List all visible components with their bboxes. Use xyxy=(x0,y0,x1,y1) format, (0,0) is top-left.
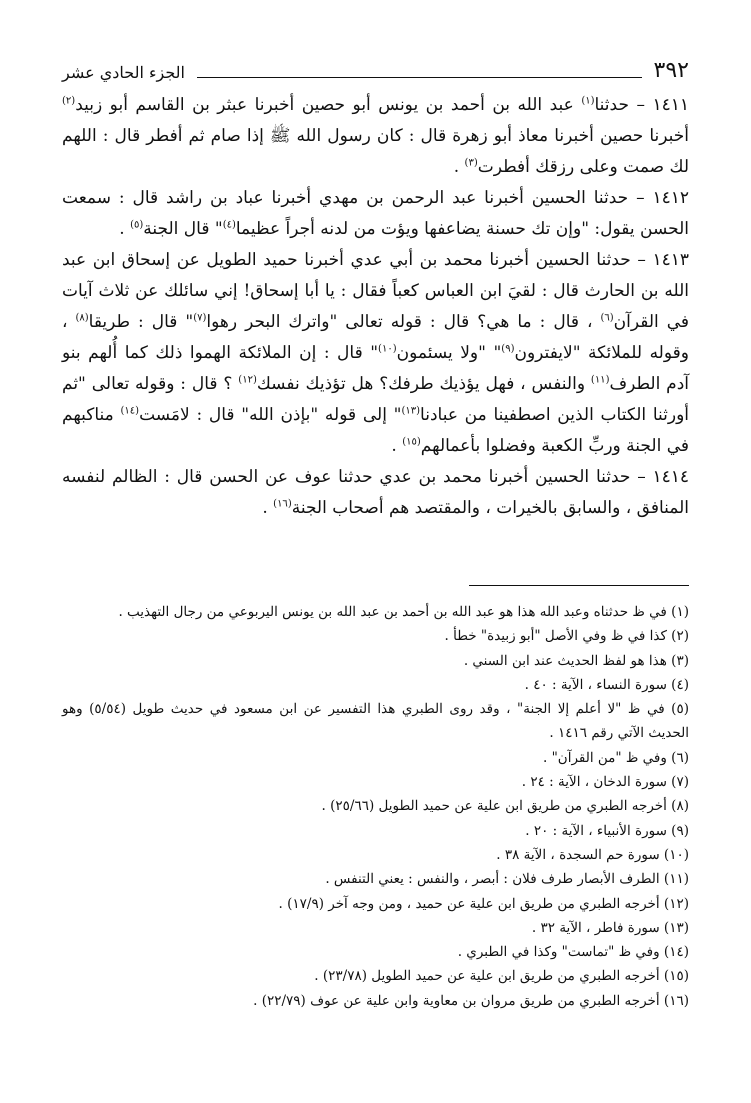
footnote-ref: (١٠) xyxy=(378,343,397,355)
footnote-ref: (٨) xyxy=(75,312,89,324)
footnote-11: (١١) الطرف الأبصار طرف فلان : أبصر ، والنفس : يعني التنفس . xyxy=(325,871,689,888)
footnote-ref: (٢) xyxy=(62,95,76,107)
footnote-4: (٤) سورة النساء ، الآية : ٤٠ . xyxy=(524,676,689,693)
footnote-5: (٥) في ظ "لا أعلم إلا الجنة" ، وقد روى الطبري هذا التفسير عن ابن مسعود في حديث طويل (٥/٥٤) وهو الحديث الآتي رقم ١٤١٦ . xyxy=(62,701,689,742)
footnote-ref: (١٢) xyxy=(238,374,257,386)
footnote-10: (١٠) سورة حم السجدة ، الآية ٣٨ . xyxy=(496,846,689,863)
hadith-number: ١٤١١ xyxy=(652,95,689,115)
running-title: الجزء الحادي عشر xyxy=(62,63,185,82)
hadith-number: ١٤١٤ xyxy=(652,467,689,487)
footnote-14: (١٤) وفي ظ "تماست" وكذا في الطبري . xyxy=(457,944,689,961)
footnote-divider xyxy=(469,585,689,586)
hadith-number: ١٤١٣ xyxy=(652,250,689,270)
footnote-13: (١٣) سورة فاطر ، الآية ٣٢ . xyxy=(531,919,689,936)
hadith-number: ١٤١٢ xyxy=(652,188,689,208)
footnote-ref: (٣) xyxy=(464,157,478,169)
main-text xyxy=(62,90,689,524)
footnote-1: (١) في ظ حدثناه وعبد الله هذا هو عبد الله بن أحمد بن عبد الله بن يونس اليربوعي من رجال التهذيب . xyxy=(118,604,689,620)
footnote-12: (١٢) أخرجه الطبري من طريق ابن علية عن حميد ، ومن وجه آخر (١٧/٩) . xyxy=(278,895,689,912)
footnote-6: (٦) وفي ظ "من القرآن" . xyxy=(542,749,689,766)
footnote-16: (١٦) أخرجه الطبري من طريق مروان بن معاوية وابن علية عن عوف (٢٢/٧٩) . xyxy=(253,992,689,1009)
page-number: ٣٩٢ xyxy=(653,58,689,83)
footnotes xyxy=(62,600,689,1013)
footnote-15: (١٥) أخرجه الطبري من طريق ابن علية عن حميد الطويل (٢٣/٧٨) . xyxy=(314,968,689,985)
footnote-2: (٢) كذا في ظ وفي الأصل "أبو زبيدة" خطأ . xyxy=(444,628,689,645)
hadith-1413: ١٤١٣ – حدثنا الحسين أخبرنا محمد بن أبي عدي أخبرنا حميد الطويل عن إسحاق ابن عبد الله بن الحارث قال : لقيَ ابن العباس كعباً فقال : يا أبا إسحاق! إني سائلك عن ثلاث آيات في القرآن$^{(٦)}$ ، قال : ما هي؟ قال : قوله تعالى "واترك البحر رهوا$^{(٧)}$" قال : طريقا$^{(٨)}$ ، وقوله للملائكة "لايفترون$^{(٩)}$" "ولا يسئمون$^{(١٠)}$" قال : إن الملائكة الهموا ذلك كما أُلهم بنو آدم الطرف$^{(١١)}$ والنفس ، فهل يؤذيك طرفك؟ هل تؤذيك نفسك$^{(١٢)}$ ؟ قال : وقوله تعالى "ثم أورثنا الكتاب الذين اصطفينا من عبادنا$^{(١٣)}$" إلى قوله "بإذن الله" قال : لامَست$^{(١٤)}$ مناكبهم في الجنة وربِّ الكعبة وفضلوا بأعمالهم$^{(١٥)}$ . xyxy=(62,250,690,456)
hadith-1412: ١٤١٢ – حدثنا الحسين أخبرنا عبد الرحمن بن مهدي أخبرنا عباد بن راشد قال : سمعت الحسن يقول: "وإن تك حسنة يضاعفها ويؤت من لدنه أجراً عظيما$^{(٤)}$" قال الجنة$^{(٥)}$ . xyxy=(62,188,689,239)
footnote-ref: (٤) xyxy=(222,219,236,231)
footnote-ref: (١٤) xyxy=(120,405,140,417)
page-header xyxy=(62,56,689,82)
footnote-ref: (٩) xyxy=(501,343,515,355)
footnote-ref: (٦) xyxy=(600,312,614,324)
footnote-ref: (١١) xyxy=(590,374,610,386)
footnote-ref: (١٣) xyxy=(401,405,421,417)
footnote-ref: (٧) xyxy=(193,312,207,324)
header-rule xyxy=(197,77,642,78)
hadith-1411: ١٤١١ – حدثنا$^{(١)}$ عبد الله بن أحمد بن يونس أبو حصين أخبرنا عبثر بن القاسم أبو زبيد$^{(٢)}$ أخبرنا حصين أخبرنا معاذ أبو زهرة قال : كان رسول الله ﷺ إذا صام ثم أفطر قال : اللهم لك صمت وعلى رزقك أفطرت$^{(٣)}$ . xyxy=(62,95,689,177)
footnote-8: (٨) أخرجه الطبري من طريق ابن علية عن حميد الطويل (٢٥/٦٦) . xyxy=(321,798,689,815)
footnote-9: (٩) سورة الأنبياء ، الآية : ٢٠ . xyxy=(525,822,689,839)
footnote-ref: (١) xyxy=(581,95,595,107)
footnote-ref: (١٥) xyxy=(402,436,421,448)
footnote-ref: (٥) xyxy=(130,219,144,231)
footnote-ref: (١٦) xyxy=(273,498,292,510)
footnote-3: (٣) هذا هو لفظ الحديث عند ابن السني . xyxy=(463,652,689,669)
footnote-7: (٧) سورة الدخان ، الآية : ٢٤ . xyxy=(521,774,689,791)
hadith-1414: ١٤١٤ – حدثنا الحسين أخبرنا محمد بن عدي حدثنا عوف عن الحسن قال : الظالم لنفسه المنافق ، والسابق بالخيرات ، والمقتصد هم أصحاب الجنة$^{(١٦)}$ . xyxy=(62,467,689,518)
